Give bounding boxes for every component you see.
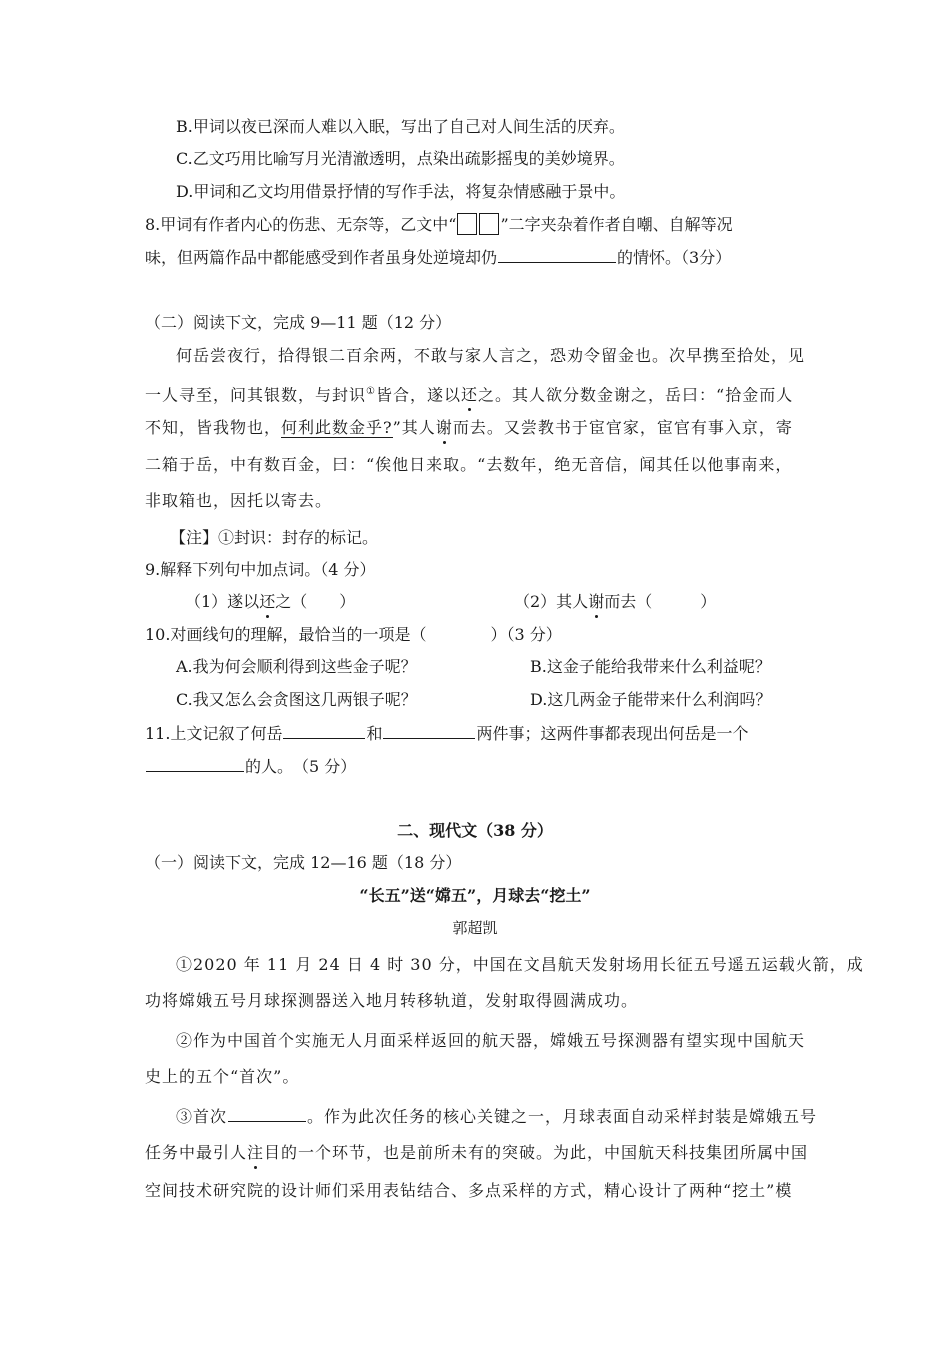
underlined-sentence: 何利此数金乎?: [281, 418, 393, 437]
passage-text: ”其人: [392, 418, 436, 437]
article-title: “长五”送“嫦五”，月球去“挖土”: [359, 886, 591, 905]
answer-box-1[interactable]: [457, 213, 477, 235]
dotted-word-xie: 谢: [588, 592, 605, 611]
article-text: 目的一个环节，也是前所未有的突破。为此，中国航天科技集团所属中国: [264, 1143, 809, 1162]
dotted-word-zhu: 注: [247, 1143, 265, 1162]
q7-option-b: B.甲词以夜已深而人难以入眠，写出了自己对人间生活的厌弃。: [176, 117, 625, 136]
q9-item-2: [514, 591, 716, 613]
q10-option-a[interactable]: A.我为何会顺利得到这些金子呢？: [176, 657, 417, 676]
passage-line-4: 二箱于岳，中有数百金，曰：“俟他日来取。“去数年，绝无音信，闻其任以他事南来，: [145, 455, 793, 474]
passage-text: 一人寻至，问其银数，与封识: [145, 385, 367, 405]
q8-text-a: 8.甲词有作者内心的伤悲、无奈等，乙文中“: [145, 215, 457, 234]
article-p3-line-2: [145, 1142, 808, 1164]
q11-text: 11.上文记叙了何岳: [145, 724, 283, 743]
passage-note: 【注】①封识：封存的标记。: [170, 528, 379, 547]
q9-item-text: （1）遂以: [185, 592, 260, 611]
q9-item-text: （2）其人: [514, 592, 589, 611]
q8-answer-blank[interactable]: [498, 246, 616, 263]
q8-line-1: [145, 213, 733, 236]
article-blank[interactable]: [228, 1105, 306, 1122]
q10-option-b[interactable]: B.这金子能给我带来什么利益呢？: [530, 657, 771, 676]
article-p1-line-1: ①2020 年 11 月 24 日 4 时 30 分，中国在文昌航天发射场用长征五号遥五运载火箭，成: [176, 955, 864, 974]
q11-blank-3[interactable]: [146, 755, 244, 772]
passage-text: 不知，皆我物也，: [145, 418, 282, 437]
dotted-word-huan: 还: [461, 385, 479, 405]
q8-line-2: [145, 246, 731, 269]
article-author: 郭超凯: [452, 919, 498, 937]
article-text: 。作为此次任务的核心关键之一，月球表面自动采样封装是嫦娥五号: [307, 1107, 818, 1126]
q10-option-d[interactable]: D.这几两金子能带来什么利润吗？: [530, 690, 772, 709]
passage-text: 皆合，遂以: [375, 385, 461, 405]
article-p2-line-1: ②作为中国首个实施无人月面采样返回的航天器，嫦娥五号探测器有望实现中国航天: [176, 1031, 806, 1050]
passage-text: 而去。又尝教书于宦官家，宦官有事入京，寄: [452, 418, 793, 437]
q11-blank-2[interactable]: [383, 722, 475, 739]
q8-text-b: ”二字夹杂着作者自嘲、自解等况: [500, 215, 733, 234]
answer-box-2[interactable]: [479, 213, 499, 235]
article-text: 任务中最引人: [145, 1143, 248, 1162]
section-2-subheading: （一）阅读下文，完成 12—16 题（18 分）: [145, 853, 462, 872]
footnote-marker: ①: [366, 386, 376, 397]
section-b-heading: （二）阅读下文，完成 9—11 题（12 分）: [145, 313, 452, 332]
q7-option-d: D.甲词和乙文均用借景抒情的写作手法，将复杂情感融于景中。: [176, 182, 626, 201]
passage-line-3: [145, 417, 793, 439]
article-p3-line-3: 空间技术研究院的设计师们采用表钻结合、多点采样的方式，精心设计了两种“挖土”模: [145, 1181, 793, 1200]
q11-line-2: [145, 755, 356, 778]
q11-blank-1[interactable]: [283, 722, 365, 739]
article-text: ③首次: [176, 1107, 228, 1126]
article-p1-line-2: 功将嫦娥五号月球探测器送入地月转移轨道，发射取得圆满成功。: [145, 991, 639, 1010]
q9-item-1: [185, 591, 355, 613]
q8-text-d: 的情怀。（3分）: [617, 248, 732, 267]
q9-item-text: 而去（ ）: [604, 592, 717, 611]
q9-stem: 9.解释下列句中加点词。（4 分）: [145, 560, 376, 579]
q11-text: 和: [366, 724, 383, 743]
q11-line-1: [145, 722, 748, 745]
passage-line-1: 何岳尝夜行，拾得银二百余两，不敢与家人言之，恐劝令留金也。次早携至拾处，见: [176, 346, 806, 365]
dotted-word-huan: 还: [259, 592, 276, 611]
dotted-word-xie: 谢: [435, 418, 453, 437]
q10-stem: 10.对画线句的理解，最恰当的一项是（ ）（3 分）: [145, 625, 562, 644]
article-p3-line-1: [176, 1105, 817, 1128]
q7-option-c: C.乙文巧用比喻写月光清澈透明，点染出疏影摇曳的美妙境界。: [176, 149, 625, 168]
q11-text: 两件事；这两件事都表现出何岳是一个: [476, 724, 749, 743]
q11-text: 的人。 （5 分）: [245, 757, 357, 776]
passage-line-5: 非取箱也，因托以寄去。: [145, 491, 333, 510]
q9-item-text: 之（ ）: [275, 592, 356, 611]
article-p2-line-2: 史上的五个“首次”。: [145, 1067, 300, 1086]
section-2-title: 二、现代文（38 分）: [397, 821, 553, 840]
q8-text-c: 味，但两篇作品中都能感受到作者虽身处逆境却仍: [145, 248, 498, 267]
passage-text: 之。其人欲分数金谢之，岳曰：“拾金而人: [478, 385, 794, 405]
passage-line-2: [145, 381, 793, 406]
q10-option-c[interactable]: C.我又怎么会贪图这几两银子呢？: [176, 690, 417, 709]
